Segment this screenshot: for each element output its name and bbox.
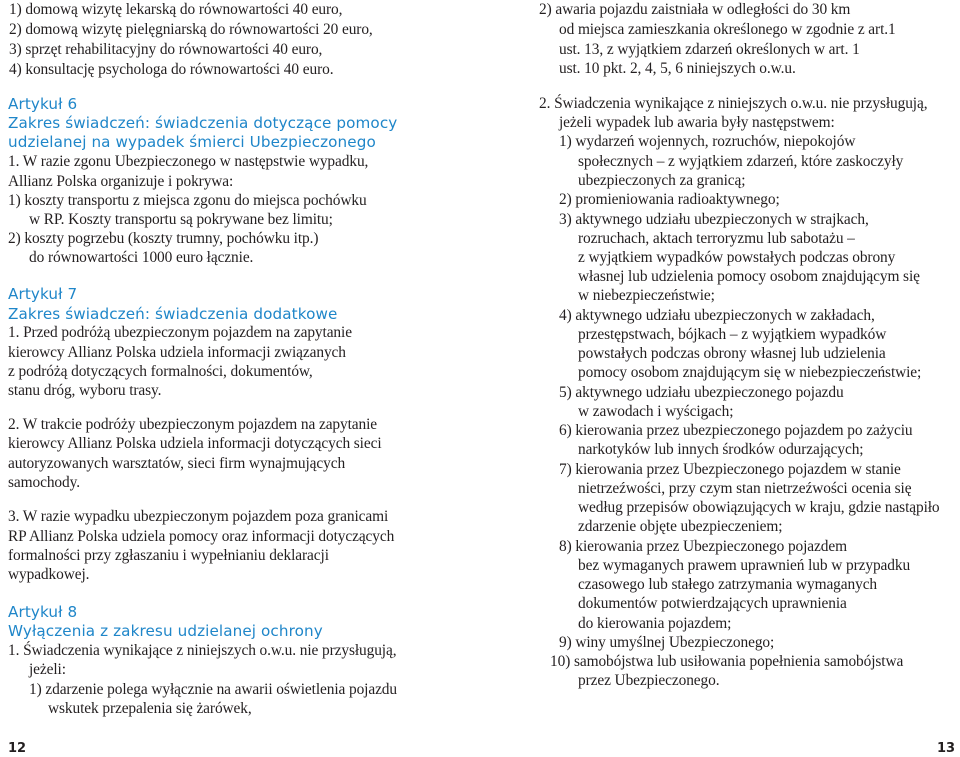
- right-text-line: przestępstwach, bójkach – z wyjątkiem wypadków: [578, 326, 887, 343]
- left-heading-line: Artykuł 8: [8, 603, 78, 621]
- left-text-line: 1. Przed podróżą ubezpieczonym pojazdem na zapytanie: [8, 324, 352, 341]
- right-text-line: w niebezpieczeństwie;: [578, 287, 715, 304]
- right-text-line: zdarzenie objęte ubezpieczeniem;: [578, 518, 783, 535]
- left-text-line: kierowcy Allianz Polska udziela informacji związanych: [8, 344, 346, 361]
- left-text-line: stanu dróg, wyboru trasy.: [8, 382, 162, 399]
- left-text-line: 1. Świadczenia wynikające z niniejszych o.w.u. nie przysługują,: [8, 642, 397, 659]
- left-heading-line: Artykuł 6: [8, 95, 78, 113]
- right-text-line: 2) awaria pojazdu zaistniała w odległości do 30 km: [539, 1, 851, 18]
- left-text-line: jeżeli:: [29, 661, 66, 678]
- right-text-line: narkotyków lub innych środków odurzających;: [578, 441, 864, 458]
- left-text-line: 2) domową wizytę pielęgniarską do równowartości 20 euro,: [9, 21, 373, 38]
- left-heading-line: Zakres świadczeń: świadczenia dodatkowe: [8, 305, 338, 323]
- right-text-line: własnej lub udzielenia pomocy osobom znajdującym się: [578, 268, 920, 285]
- right-text-line: 9) winy umyślnej Ubezpieczonego;: [559, 634, 775, 651]
- right-text-line: nietrzeźwości, przy czym stan nietrzeźwości ocenia się: [578, 480, 912, 497]
- left-heading-line: Wyłączenia z zakresu udzielanej ochrony: [8, 622, 323, 640]
- right-text-line: pomocy osobom znajdującym się w niebezpieczeństwie;: [578, 364, 922, 381]
- left-heading-line: Artykuł 7: [8, 285, 78, 303]
- right-text-line: z wyjątkiem wypadków powstałych podczas obrony: [578, 249, 896, 266]
- right-text-line: rozruchach, aktach terroryzmu lub sabotażu –: [578, 230, 855, 247]
- right-text-line: 5) aktywnego udziału ubezpieczonego pojazdu: [559, 384, 844, 401]
- left-heading-line: udzielanej na wypadek śmierci Ubezpieczonego: [8, 133, 376, 151]
- right-text-line: 10) samobójstwa lub usiłowania popełnienia samobójstwa: [550, 653, 904, 670]
- right-text-line: 3) aktywnego udziału ubezpieczonych w strajkach,: [559, 211, 869, 228]
- left-text-line: wypadkowej.: [8, 566, 90, 583]
- right-text-line: według przepisów obowiązujących w kraju, gdzie nastąpiło: [578, 499, 940, 516]
- right-text-line: 8) kierowania przez Ubezpieczonego pojazdem: [559, 538, 847, 555]
- left-text-line: 1. W razie zgonu Ubezpieczonego w następstwie wypadku,: [8, 153, 369, 170]
- left-text-line: autoryzowanych warsztatów, sieci firm wynajmujących: [8, 455, 346, 472]
- right-text-line: czasowego lub stałego zatrzymania wymaganych: [578, 576, 878, 593]
- right-text-line: dokumentów potwierdzających uprawnienia: [578, 595, 847, 612]
- right-text-line: 6) kierowania przez ubezpieczonego pojazdem po zażyciu: [559, 422, 913, 439]
- right-text-line: ubezpieczonych za granicą;: [578, 172, 746, 189]
- left-text-line: 1) koszty transportu z miejsca zgonu do miejsca pochówku: [8, 192, 367, 209]
- left-text-line: wskutek przepalenia się żarówek,: [48, 700, 252, 717]
- page-number-left: 12: [8, 741, 27, 756]
- left-text-line: 1) zdarzenie polega wyłącznie na awarii oświetlenia pojazdu: [29, 681, 397, 698]
- right-text-line: ust. 10 pkt. 2, 4, 5, 6 niniejszych o.w.u.: [559, 60, 796, 77]
- right-text-line: 2) promieniowania radioaktywnego;: [559, 191, 780, 208]
- left-text-line: do równowartości 1000 euro łącznie.: [29, 249, 254, 266]
- left-text-line: 2. W trakcie podróży ubezpieczonym pojazdem na zapytanie: [8, 416, 378, 433]
- left-text-line: formalności przy zgłaszaniu i wypełnianiu deklaracji: [8, 547, 329, 564]
- left-text-line: 3. W razie wypadku ubezpieczonym pojazdem poza granicami: [8, 508, 389, 525]
- left-text-line: z podróżą dotyczących formalności, dokumentów,: [8, 363, 313, 380]
- left-heading-line: Zakres świadczeń: świadczenia dotyczące pomocy: [8, 114, 398, 132]
- right-text-line: przez Ubezpieczonego.: [578, 672, 720, 689]
- left-text-line: 2) koszty pogrzebu (koszty trumny, pochówku itp.): [8, 230, 319, 247]
- right-text-line: jeżeli wypadek lub awaria były następstwem:: [559, 114, 835, 131]
- right-text-line: 4) aktywnego udziału ubezpieczonych w zakładach,: [559, 307, 875, 324]
- left-text-line: 4) konsultację psychologa do równowartości 40 euro.: [9, 61, 334, 78]
- right-text-line: 7) kierowania przez Ubezpieczonego pojazdem w stanie: [559, 461, 901, 478]
- right-text-line: w zawodach i wyścigach;: [578, 403, 734, 420]
- left-text-line: 1) domową wizytę lekarską do równowartości 40 euro,: [9, 1, 343, 18]
- right-text-line: do kierowania pojazdem;: [578, 615, 732, 632]
- right-text-line: ust. 13, z wyjątkiem zdarzeń określonych w art. 1: [559, 41, 860, 58]
- right-text-line: od miejsca zamieszkania określonego w zgodnie z art.1: [559, 21, 896, 38]
- left-text-line: 3) sprzęt rehabilitacyjny do równowartości 40 euro,: [9, 41, 323, 58]
- left-text-line: samochody.: [8, 474, 80, 491]
- right-text-line: powstałych podczas obrony własnej lub udzielenia: [578, 345, 886, 362]
- left-text-line: RP Allianz Polska udziela pomocy oraz informacji dotyczących: [8, 528, 395, 545]
- left-text-line: Allianz Polska organizuje i pokrywa:: [8, 173, 234, 190]
- left-text-line: w RP. Koszty transportu są pokrywane bez limitu;: [29, 211, 333, 228]
- left-text-line: kierowcy Allianz Polska udziela informacji dotyczących sieci: [8, 435, 382, 452]
- right-text-line: 1) wydarzeń wojennych, rozruchów, niepokojów: [559, 133, 856, 150]
- right-text-line: bez wymaganych prawem uprawnień lub w przypadku: [578, 557, 911, 574]
- page-number-right: 13: [937, 741, 956, 756]
- right-text-line: 2. Świadczenia wynikające z niniejszych o.w.u. nie przysługują,: [539, 95, 928, 112]
- right-text-line: społecznych – z wyjątkiem zdarzeń, które zaskoczyły: [578, 153, 904, 170]
